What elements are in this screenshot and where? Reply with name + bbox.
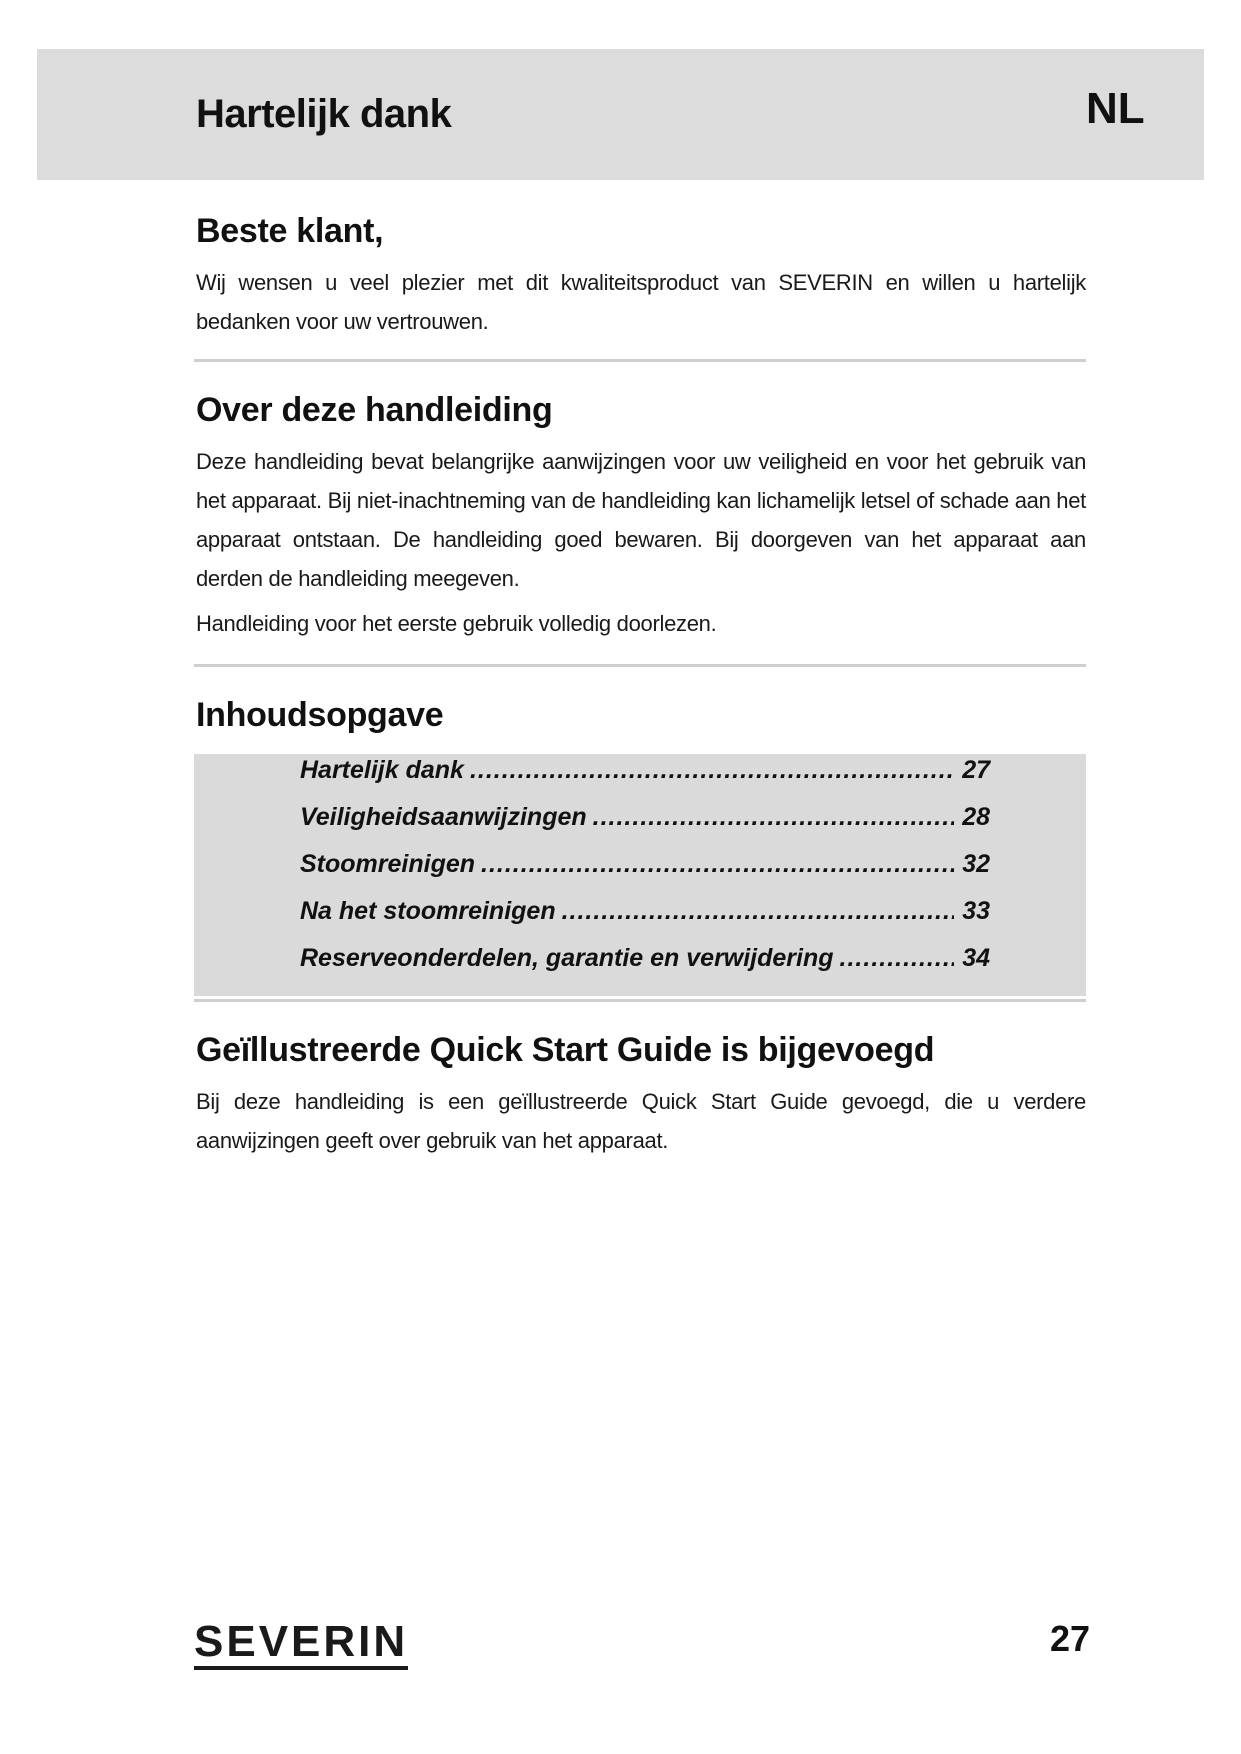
- toc-item[interactable]: [300, 803, 990, 837]
- toc-item[interactable]: [300, 944, 990, 978]
- about-heading: Over deze handleiding: [196, 391, 553, 429]
- toc-item-page: 32: [962, 850, 990, 878]
- quickstart-section: [196, 1031, 1086, 1160]
- language-code: NL: [1086, 84, 1145, 133]
- page-number: 27: [1050, 1618, 1091, 1659]
- section-divider: [194, 999, 1086, 1002]
- toc-item-label: Veiligheidsaanwijzingen: [300, 803, 587, 831]
- toc-item-page: 27: [962, 756, 990, 784]
- section-divider: [194, 359, 1086, 362]
- quickstart-heading: Geïllustreerde Quick Start Guide is bijgevoegd: [196, 1031, 935, 1069]
- about-text: Deze handleiding bevat belangrijke aanwijzingen voor uw veiligheid en voor het gebruik van het apparaat. Bij niet-inachtneming van de handleiding kan lichamelijk letsel of schade aan het apparaat ontstaan. De handleiding goed bewaren. Bij doorgeven van het apparaat aan derden de handleiding meegeven.: [196, 449, 1086, 591]
- about-note: Handleiding voor het eerste gebruik volledig doorlezen.: [196, 611, 717, 636]
- section-divider: [194, 664, 1086, 667]
- toc-item-page: 28: [962, 803, 990, 831]
- toc-item[interactable]: [300, 897, 990, 931]
- toc-leader: [562, 897, 954, 926]
- toc-item-label: Reserveonderdelen, garantie en verwijdering: [300, 944, 834, 972]
- toc-item-page: 33: [962, 897, 990, 925]
- toc-leader: [840, 944, 954, 973]
- toc-leader: [481, 850, 954, 879]
- greeting-heading: Beste klant,: [196, 212, 384, 250]
- page-title: Hartelijk dank: [196, 92, 452, 136]
- toc-heading: Inhoudsopgave: [196, 696, 444, 734]
- toc-item-page: 34: [962, 944, 990, 972]
- toc-section: [196, 696, 1086, 735]
- toc-item-label: Hartelijk dank: [300, 756, 464, 784]
- toc-item[interactable]: [300, 850, 990, 884]
- greeting-text: Wij wensen u veel plezier met dit kwaliteitsproduct van SEVERIN en willen u hartelijk bedanken voor uw vertrouwen.: [196, 270, 1086, 334]
- severin-logo: SEVERIN: [194, 1620, 408, 1670]
- toc-item-label: Stoomreinigen: [300, 850, 476, 878]
- toc-item-label: Na het stoomreinigen: [300, 897, 556, 925]
- about-section: [196, 391, 1086, 643]
- toc-item[interactable]: [300, 756, 990, 790]
- toc-leader: [470, 756, 954, 785]
- toc-leader: [593, 803, 954, 832]
- quickstart-text: Bij deze handleiding is een geïllustreerde Quick Start Guide gevoegd, die u verdere aanwijzingen geeft over gebruik van het apparaat.: [196, 1089, 1086, 1153]
- greeting-section: [196, 212, 1086, 341]
